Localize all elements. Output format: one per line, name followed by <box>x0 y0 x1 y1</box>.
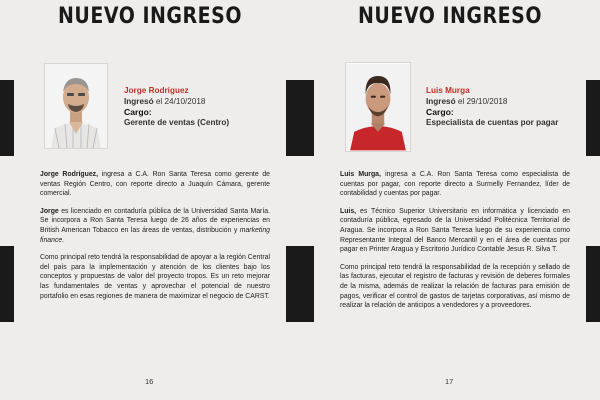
portrait-jorge <box>45 64 107 148</box>
bio-paragraph: Como principal reto tendrá la responsabilidad de apoyar a la región Central del país para la implementación y atención de los clientes bajo los conceptos y propuestas de valor del proyecto tropos. Es un reto mejorar las fundamentales de ventas y aprovechar el potencial de nuestro portafolio en esas regiones de manera de maximizar el negocio de CARST. <box>40 254 270 300</box>
bio-bold: Jorge <box>40 207 59 215</box>
bio-text-span: ingresa a C.A. Ron Santa Teresa como especialista de cuentas por pagar, con reporte directo a Surmelly Fernandez, líder de contabilidad y cuentas por pagar. <box>340 171 570 198</box>
hire-date-line <box>426 97 598 108</box>
hire-label: Ingresó <box>124 96 154 106</box>
bio-paragraph: Como principal reto tendrá la responsabilidad de la recepción y sellado de las facturas, ejecutar el registro de facturas y revisión de deberes formales de la misma, además de realizar la relación de facturas para emisión de pagos, verificar el control de gastos de tarjetas corporativas, así mismo de realizar la relación de anticipos a vendedores y a proveedores. <box>340 263 570 310</box>
cargo-label: Cargo: <box>124 107 152 117</box>
hire-label: Ingresó <box>426 96 456 106</box>
hire-date: el 24/10/2018 <box>155 96 206 106</box>
employee-info <box>124 86 296 128</box>
employee-info <box>426 86 598 128</box>
page-number: 17 <box>445 377 454 386</box>
hire-date-line <box>124 97 296 108</box>
cargo-label: Cargo: <box>426 107 454 117</box>
bio-text <box>40 170 270 309</box>
bio-paragraph <box>340 207 570 255</box>
bio-text <box>340 170 570 319</box>
bio-paragraph <box>340 170 570 199</box>
bio-paragraph <box>40 170 270 199</box>
bio-italic: marketing finance. <box>40 226 270 244</box>
portrait-photo <box>346 63 410 151</box>
decorative-bar <box>0 80 14 156</box>
bio-text-span: es Técnico Superior Universitario en informática y licenciado en contaduría pública, egresado de la Universidad Politécnica Territorial de Aragua. Se incorpora a Ron Santa Teresa luego de su experiencia como Representante Integral del Banco Mercantil y en el área de cuentas por pagar en Printer Aragua y Escritorio Jurídico Contable Jesus R. Silva T. <box>340 207 570 254</box>
bio-paragraph <box>40 207 270 245</box>
portrait-luis <box>346 63 410 151</box>
bio-bold: Luis, <box>340 207 357 215</box>
page-right <box>300 0 600 400</box>
cargo-value: Gerente de ventas (Centro) <box>124 117 230 127</box>
bio-text-span: ingresa a C.A. Ron Santa Teresa como gerente de ventas Región Centro, con reporte directo a Juaquín Cámara, gerente comercial. <box>40 171 271 198</box>
employee-name: Luis Murga <box>426 86 470 95</box>
portrait-photo <box>45 64 107 148</box>
employee-name: Jorge Rodríguez <box>124 86 189 95</box>
bio-text-span: es licenciado en contaduría pública de la Universidad Santa María. Se incorpora a Ron Santa Teresa luego de 26 años de experiencias en British American Tobacco en las áreas de ventas, distribución y <box>40 207 270 234</box>
cargo-value: Especialista de cuentas por pagar <box>426 117 559 127</box>
decorative-bar <box>0 246 14 322</box>
decorative-bar <box>286 246 300 322</box>
decorative-bar <box>300 246 314 322</box>
bio-bold: Jorge Rodríguez, <box>40 171 99 178</box>
decorative-bar <box>300 80 314 156</box>
page-title: NUEVO INGRESO <box>58 3 242 29</box>
decorative-bar <box>586 246 600 322</box>
page-title: NUEVO INGRESO <box>358 3 542 29</box>
hire-date: el 29/10/2018 <box>457 96 508 106</box>
page-number: 16 <box>145 377 154 386</box>
bio-bold: Luis Murga, <box>340 171 381 178</box>
